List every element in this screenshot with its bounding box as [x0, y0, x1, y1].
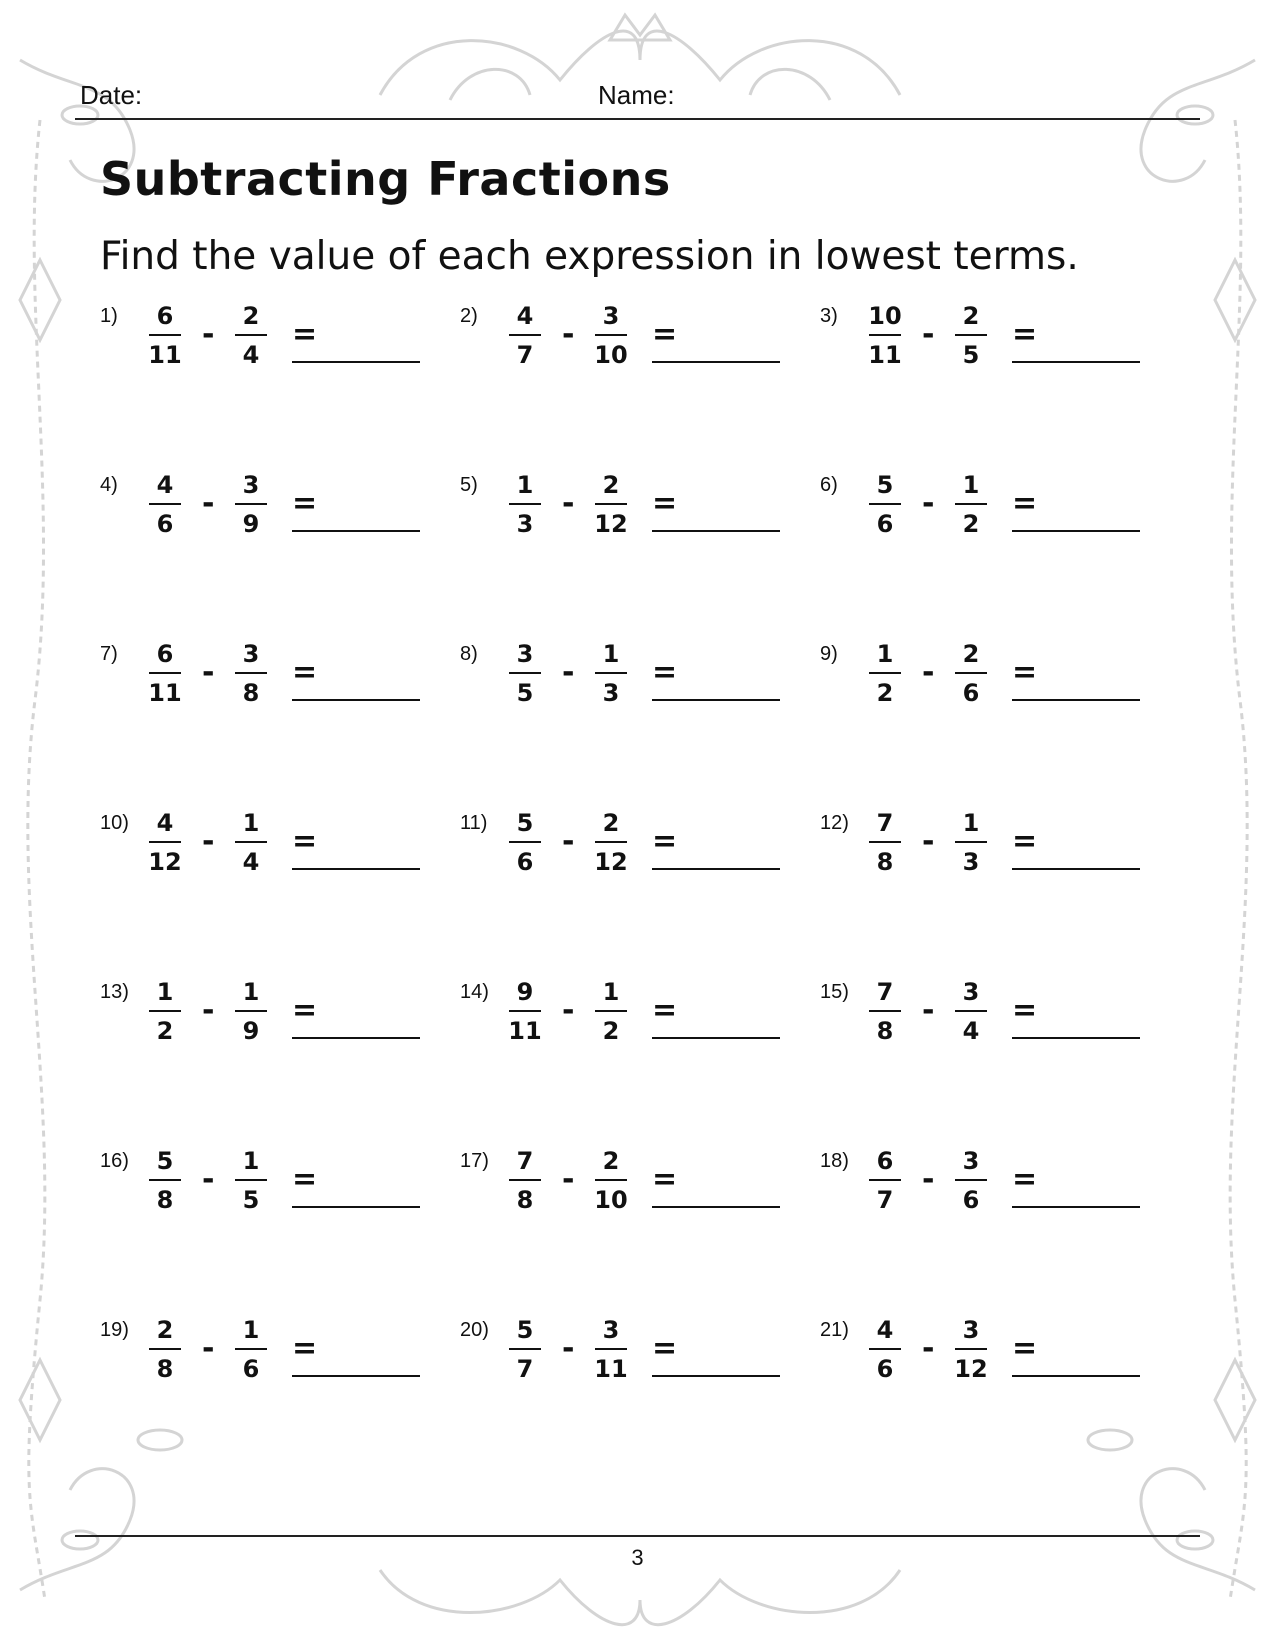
first-fraction	[498, 1146, 552, 1215]
numerator: 7	[876, 809, 894, 837]
fraction-bar	[595, 841, 627, 843]
denominator: 12	[954, 1355, 988, 1383]
minus-sign: -	[202, 824, 215, 859]
first-fraction	[498, 301, 552, 370]
minus-sign: -	[922, 1331, 935, 1366]
problem-item	[460, 640, 805, 743]
page-number: 3	[631, 1545, 644, 1570]
first-fraction	[138, 301, 192, 370]
second-fraction	[224, 470, 278, 539]
numerator: 3	[962, 1316, 980, 1344]
denominator: 8	[156, 1186, 174, 1214]
minus-sign: -	[202, 486, 215, 521]
first-fraction	[858, 808, 912, 877]
numerator: 6	[156, 640, 174, 668]
problem-item	[100, 978, 445, 1081]
date-label: Date:	[80, 80, 143, 110]
minus-sign: -	[922, 993, 935, 1028]
equals-sign: =	[652, 824, 678, 859]
second-fraction	[584, 470, 638, 539]
denominator: 8	[242, 679, 260, 707]
problem-item	[820, 302, 1165, 405]
denominator: 10	[594, 1186, 628, 1214]
second-fraction	[224, 301, 278, 370]
problem-number: 4)	[100, 474, 118, 496]
fraction-bar	[149, 503, 181, 505]
denominator: 5	[516, 679, 534, 707]
fraction-bar	[149, 841, 181, 843]
equals-sign: =	[1012, 655, 1038, 690]
second-fraction	[944, 808, 998, 877]
second-fraction	[224, 1146, 278, 1215]
fraction-bar	[149, 672, 181, 674]
equals-sign: =	[1012, 486, 1038, 521]
fraction-bar	[235, 1348, 267, 1350]
first-fraction	[498, 808, 552, 877]
equals-sign: =	[1012, 1162, 1038, 1197]
problem-number: 11)	[460, 812, 488, 834]
numerator: 3	[962, 978, 980, 1006]
problem-number: 7)	[100, 643, 118, 665]
answer-blank[interactable]	[652, 1206, 780, 1208]
fraction-bar	[509, 503, 541, 505]
answer-blank[interactable]	[652, 530, 780, 532]
equals-sign: =	[652, 655, 678, 690]
minus-sign: -	[562, 1331, 575, 1366]
problem-number: 9)	[820, 643, 838, 665]
fraction-bar	[955, 1179, 987, 1181]
equals-sign: =	[1012, 317, 1038, 352]
denominator: 6	[242, 1355, 260, 1383]
denominator: 11	[148, 341, 182, 369]
numerator: 3	[602, 302, 620, 330]
numerator: 5	[516, 1316, 534, 1344]
first-fraction	[138, 1315, 192, 1384]
first-fraction	[498, 977, 552, 1046]
problem-item	[820, 471, 1165, 574]
problem-item	[820, 640, 1165, 743]
denominator: 5	[962, 341, 980, 369]
problem-number: 14)	[460, 981, 489, 1003]
denominator: 8	[876, 848, 894, 876]
minus-sign: -	[562, 486, 575, 521]
numerator: 1	[602, 640, 620, 668]
denominator: 6	[156, 510, 174, 538]
problem-item	[100, 471, 445, 574]
denominator: 12	[594, 510, 628, 538]
denominator: 2	[156, 1017, 174, 1045]
fraction-bar	[235, 1010, 267, 1012]
fraction-bar	[955, 672, 987, 674]
equals-sign: =	[1012, 824, 1038, 859]
denominator: 6	[876, 1355, 894, 1383]
numerator: 10	[868, 302, 902, 330]
fraction-bar	[595, 503, 627, 505]
second-fraction	[944, 1146, 998, 1215]
denominator: 12	[594, 848, 628, 876]
answer-blank[interactable]	[1012, 868, 1140, 870]
numerator: 1	[876, 640, 894, 668]
minus-sign: -	[562, 1162, 575, 1197]
problem-number: 2)	[460, 305, 478, 327]
second-fraction	[584, 977, 638, 1046]
denominator: 2	[876, 679, 894, 707]
problem-item	[100, 809, 445, 912]
first-fraction	[138, 1146, 192, 1215]
denominator: 11	[868, 341, 902, 369]
answer-blank[interactable]	[292, 1375, 420, 1377]
fraction-bar	[595, 1348, 627, 1350]
minus-sign: -	[562, 317, 575, 352]
fraction-bar	[149, 334, 181, 336]
equals-sign: =	[292, 1162, 318, 1197]
numerator: 5	[876, 471, 894, 499]
denominator: 9	[242, 1017, 260, 1045]
answer-blank[interactable]	[292, 1037, 420, 1039]
denominator: 9	[242, 510, 260, 538]
numerator: 5	[516, 809, 534, 837]
numerator: 1	[962, 471, 980, 499]
numerator: 4	[156, 809, 174, 837]
second-fraction	[584, 639, 638, 708]
minus-sign: -	[562, 993, 575, 1028]
answer-blank[interactable]	[292, 868, 420, 870]
numerator: 7	[516, 1147, 534, 1175]
answer-blank[interactable]	[652, 1375, 780, 1377]
minus-sign: -	[202, 1331, 215, 1366]
problem-item	[100, 640, 445, 743]
fraction-bar	[149, 1179, 181, 1181]
numerator: 2	[962, 640, 980, 668]
first-fraction	[498, 639, 552, 708]
equals-sign: =	[292, 486, 318, 521]
denominator: 4	[242, 341, 260, 369]
numerator: 3	[516, 640, 534, 668]
fraction-bar	[235, 1179, 267, 1181]
equals-sign: =	[292, 1331, 318, 1366]
second-fraction	[944, 977, 998, 1046]
fraction-bar	[509, 841, 541, 843]
numerator: 1	[156, 978, 174, 1006]
denominator: 4	[962, 1017, 980, 1045]
denominator: 7	[516, 341, 534, 369]
second-fraction	[224, 808, 278, 877]
second-fraction	[584, 1315, 638, 1384]
minus-sign: -	[922, 317, 935, 352]
numerator: 1	[242, 978, 260, 1006]
fraction-bar	[509, 1348, 541, 1350]
problem-item	[460, 471, 805, 574]
problem-item	[460, 809, 805, 912]
problem-item	[820, 809, 1165, 912]
denominator: 5	[242, 1186, 260, 1214]
answer-blank[interactable]	[652, 868, 780, 870]
fraction-bar	[595, 672, 627, 674]
second-fraction	[944, 639, 998, 708]
problem-number: 10)	[100, 812, 129, 834]
fraction-bar	[235, 672, 267, 674]
numerator: 5	[156, 1147, 174, 1175]
fraction-bar	[869, 1010, 901, 1012]
first-fraction	[498, 1315, 552, 1384]
problem-number: 8)	[460, 643, 478, 665]
footer-divider	[75, 1535, 1200, 1537]
equals-sign: =	[652, 486, 678, 521]
answer-blank[interactable]	[652, 1037, 780, 1039]
answer-blank[interactable]	[292, 1206, 420, 1208]
denominator: 8	[516, 1186, 534, 1214]
answer-blank[interactable]	[1012, 361, 1140, 363]
problem-number: 18)	[820, 1150, 849, 1172]
first-fraction	[138, 470, 192, 539]
minus-sign: -	[202, 655, 215, 690]
numerator: 2	[602, 809, 620, 837]
first-fraction	[138, 639, 192, 708]
first-fraction	[138, 977, 192, 1046]
answer-blank[interactable]	[1012, 1206, 1140, 1208]
denominator: 3	[602, 679, 620, 707]
denominator: 2	[602, 1017, 620, 1045]
denominator: 3	[516, 510, 534, 538]
numerator: 3	[242, 640, 260, 668]
minus-sign: -	[202, 993, 215, 1028]
equals-sign: =	[292, 655, 318, 690]
denominator: 8	[156, 1355, 174, 1383]
second-fraction	[584, 1146, 638, 1215]
minus-sign: -	[202, 317, 215, 352]
fraction-bar	[869, 503, 901, 505]
equals-sign: =	[652, 317, 678, 352]
minus-sign: -	[562, 824, 575, 859]
problem-item	[820, 978, 1165, 1081]
problem-item	[100, 1147, 445, 1250]
problem-item	[820, 1316, 1165, 1419]
problem-item	[100, 1316, 445, 1419]
fraction-bar	[509, 672, 541, 674]
numerator: 4	[156, 471, 174, 499]
numerator: 9	[516, 978, 534, 1006]
problem-number: 16)	[100, 1150, 129, 1172]
denominator: 6	[962, 1186, 980, 1214]
numerator: 1	[516, 471, 534, 499]
minus-sign: -	[922, 486, 935, 521]
denominator: 11	[594, 1355, 628, 1383]
answer-blank[interactable]	[1012, 699, 1140, 701]
fraction-bar	[235, 503, 267, 505]
numerator: 2	[962, 302, 980, 330]
answer-blank[interactable]	[652, 699, 780, 701]
equals-sign: =	[652, 1331, 678, 1366]
second-fraction	[224, 639, 278, 708]
fraction-bar	[955, 1348, 987, 1350]
numerator: 3	[962, 1147, 980, 1175]
fraction-bar	[509, 1179, 541, 1181]
problem-item	[460, 1316, 805, 1419]
problem-number: 12)	[820, 812, 849, 834]
second-fraction	[584, 301, 638, 370]
problem-number: 20)	[460, 1319, 489, 1341]
fraction-bar	[955, 1010, 987, 1012]
name-label: Name:	[598, 80, 675, 110]
numerator: 1	[242, 1316, 260, 1344]
denominator: 12	[148, 848, 182, 876]
fraction-bar	[869, 1179, 901, 1181]
problem-item	[460, 978, 805, 1081]
answer-blank[interactable]	[292, 530, 420, 532]
second-fraction	[224, 1315, 278, 1384]
second-fraction	[944, 1315, 998, 1384]
problem-number: 19)	[100, 1319, 129, 1341]
problem-number: 5)	[460, 474, 478, 496]
numerator: 1	[242, 1147, 260, 1175]
denominator: 7	[516, 1355, 534, 1383]
numerator: 6	[876, 1147, 894, 1175]
fraction-bar	[235, 334, 267, 336]
denominator: 6	[962, 679, 980, 707]
minus-sign: -	[922, 1162, 935, 1197]
problem-item	[460, 1147, 805, 1250]
first-fraction	[858, 1315, 912, 1384]
denominator: 3	[962, 848, 980, 876]
numerator: 2	[242, 302, 260, 330]
equals-sign: =	[1012, 1331, 1038, 1366]
first-fraction	[858, 977, 912, 1046]
minus-sign: -	[202, 1162, 215, 1197]
numerator: 4	[876, 1316, 894, 1344]
answer-blank[interactable]	[1012, 530, 1140, 532]
problem-item	[820, 1147, 1165, 1250]
minus-sign: -	[562, 655, 575, 690]
denominator: 6	[516, 848, 534, 876]
numerator: 3	[242, 471, 260, 499]
denominator: 8	[876, 1017, 894, 1045]
answer-blank[interactable]	[292, 361, 420, 363]
minus-sign: -	[922, 655, 935, 690]
minus-sign: -	[922, 824, 935, 859]
fraction-bar	[955, 841, 987, 843]
fraction-bar	[869, 841, 901, 843]
answer-blank[interactable]	[1012, 1037, 1140, 1039]
problem-number: 3)	[820, 305, 838, 327]
first-fraction	[858, 639, 912, 708]
problem-item	[100, 302, 445, 405]
fraction-bar	[595, 1179, 627, 1181]
denominator: 10	[594, 341, 628, 369]
problem-number: 6)	[820, 474, 838, 496]
fraction-bar	[869, 334, 901, 336]
second-fraction	[224, 977, 278, 1046]
fraction-bar	[595, 334, 627, 336]
answer-blank[interactable]	[652, 361, 780, 363]
equals-sign: =	[652, 993, 678, 1028]
numerator: 7	[876, 978, 894, 1006]
problem-number: 21)	[820, 1319, 849, 1341]
numerator: 1	[602, 978, 620, 1006]
instructions: Find the value of each expression in lowest terms.	[100, 234, 1079, 279]
denominator: 2	[962, 510, 980, 538]
second-fraction	[944, 470, 998, 539]
fraction-bar	[149, 1010, 181, 1012]
fraction-bar	[955, 503, 987, 505]
denominator: 7	[876, 1186, 894, 1214]
equals-sign: =	[1012, 993, 1038, 1028]
answer-blank[interactable]	[292, 699, 420, 701]
fraction-bar	[869, 1348, 901, 1350]
page-title: Subtracting Fractions	[100, 152, 671, 206]
second-fraction	[944, 301, 998, 370]
fraction-bar	[509, 1010, 541, 1012]
numerator: 4	[516, 302, 534, 330]
numerator: 6	[156, 302, 174, 330]
fraction-bar	[595, 1010, 627, 1012]
first-fraction	[498, 470, 552, 539]
first-fraction	[858, 470, 912, 539]
numerator: 2	[156, 1316, 174, 1344]
fraction-bar	[869, 672, 901, 674]
first-fraction	[858, 301, 912, 370]
problem-number: 15)	[820, 981, 849, 1003]
first-fraction	[858, 1146, 912, 1215]
fraction-bar	[955, 334, 987, 336]
denominator: 11	[508, 1017, 542, 1045]
problem-number: 1)	[100, 305, 118, 327]
fraction-bar	[235, 841, 267, 843]
fraction-bar	[509, 334, 541, 336]
problem-number: 13)	[100, 981, 129, 1003]
denominator: 11	[148, 679, 182, 707]
numerator: 2	[602, 1147, 620, 1175]
denominator: 6	[876, 510, 894, 538]
second-fraction	[584, 808, 638, 877]
denominator: 4	[242, 848, 260, 876]
numerator: 1	[242, 809, 260, 837]
numerator: 2	[602, 471, 620, 499]
first-fraction	[138, 808, 192, 877]
answer-blank[interactable]	[1012, 1375, 1140, 1377]
equals-sign: =	[292, 824, 318, 859]
equals-sign: =	[292, 993, 318, 1028]
problem-number: 17)	[460, 1150, 489, 1172]
equals-sign: =	[292, 317, 318, 352]
numerator: 1	[962, 809, 980, 837]
problem-item	[460, 302, 805, 405]
fraction-bar	[149, 1348, 181, 1350]
numerator: 3	[602, 1316, 620, 1344]
equals-sign: =	[652, 1162, 678, 1197]
